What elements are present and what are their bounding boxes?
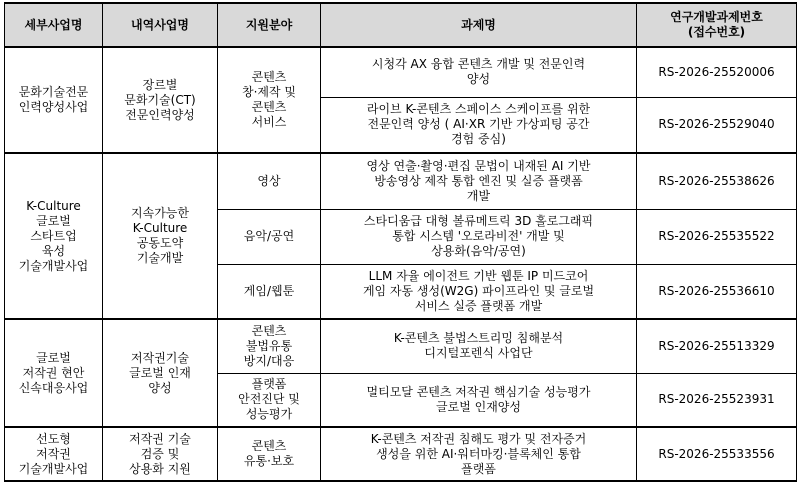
header-rnd-number: 연구개발과제번호 (접수번호) <box>637 3 797 47</box>
cell-rnd-number: RS-2026-25520006 <box>637 47 797 97</box>
cell-task-name: 멀티모달 콘텐츠 저작권 핵심기술 성능평가 글로벌 인재양성 <box>321 373 637 427</box>
table-row <box>5 153 797 209</box>
cell-detail-project: 저작권 기술 검증 및 상용화 지원 <box>103 427 218 481</box>
cell-sub-project: 글로벌 저작권 현안 신속대응사업 <box>5 319 103 427</box>
cell-detail-project: 지속가능한 K-Culture 공동도약 기술개발 <box>103 153 218 319</box>
cell-task-name: LLM 자율 에이전트 기반 웹툰 IP 미드코어 게임 자동 생성(W2G) 파이프라인 및 글로벌 서비스 실증 플랫폼 개발 <box>321 264 637 319</box>
cell-sub-project: K-Culture 글로벌 스타트업 육성 기술개발사업 <box>5 153 103 319</box>
cell-rnd-number: RS-2026-25513329 <box>637 319 797 373</box>
header-row <box>5 3 797 47</box>
cell-task-name: 스타디움급 대형 볼류메트릭 3D 홀로그래픽 통합 시스템 '오로라비전' 개발 및 상용화(음악/공연) <box>321 209 637 264</box>
cell-sub-project: 선도형 저작권 기술개발사업 <box>5 427 103 481</box>
cell-rnd-number: RS-2026-25523931 <box>637 373 797 427</box>
cell-rnd-number: RS-2026-25529040 <box>637 97 797 153</box>
cell-rnd-number: RS-2026-25536610 <box>637 264 797 319</box>
cell-detail-project: 저작권기술 글로벌 인재 양성 <box>103 319 218 427</box>
cell-task-name: 라이브 K-콘텐츠 스페이스 스케이프를 위한 전문인력 양성 ( AI·XR 기반 가상피팅 공간 경험 중심) <box>321 97 637 153</box>
cell-support-field: 콘텐츠 불법유통 방지/대응 <box>218 319 321 373</box>
table-row <box>5 47 797 97</box>
cell-detail-project: 장르별 문화기술(CT) 전문인력양성 <box>103 47 218 153</box>
table-row <box>5 427 797 481</box>
cell-task-name: 시청각 AX 융합 콘텐츠 개발 및 전문인력 양성 <box>321 47 637 97</box>
cell-rnd-number: RS-2026-25538626 <box>637 153 797 209</box>
project-table <box>4 2 797 482</box>
cell-rnd-number: RS-2026-25535522 <box>637 209 797 264</box>
cell-support-field: 게임/웹툰 <box>218 264 321 319</box>
cell-support-field: 음악/공연 <box>218 209 321 264</box>
cell-task-name: 영상 연출·촬영·편집 문법이 내재된 AI 기반 방송영상 제작 통합 엔진 및 실증 플랫폼 개발 <box>321 153 637 209</box>
cell-rnd-number: RS-2026-25533556 <box>637 427 797 481</box>
cell-support-field: 영상 <box>218 153 321 209</box>
cell-support-field: 콘텐츠 유통·보호 <box>218 427 321 481</box>
header-detail-project: 내역사업명 <box>103 3 218 47</box>
cell-task-name: K-콘텐츠 불법스트리밍 침해분석 디지털포렌식 사업단 <box>321 319 637 373</box>
cell-task-name: K-콘텐츠 저작권 침해도 평가 및 전자증거 생성을 위한 AI·워터마킹·블록체인 통합 플랫폼 <box>321 427 637 481</box>
cell-sub-project: 문화기술전문 인력양성사업 <box>5 47 103 153</box>
header-support-field: 지원분야 <box>218 3 321 47</box>
table-row <box>5 319 797 373</box>
cell-support-field: 콘텐츠 창·제작 및 콘텐츠 서비스 <box>218 47 321 153</box>
header-sub-project: 세부사업명 <box>5 3 103 47</box>
cell-support-field: 플랫폼 안전진단 및 성능평가 <box>218 373 321 427</box>
header-task-name: 과제명 <box>321 3 637 47</box>
